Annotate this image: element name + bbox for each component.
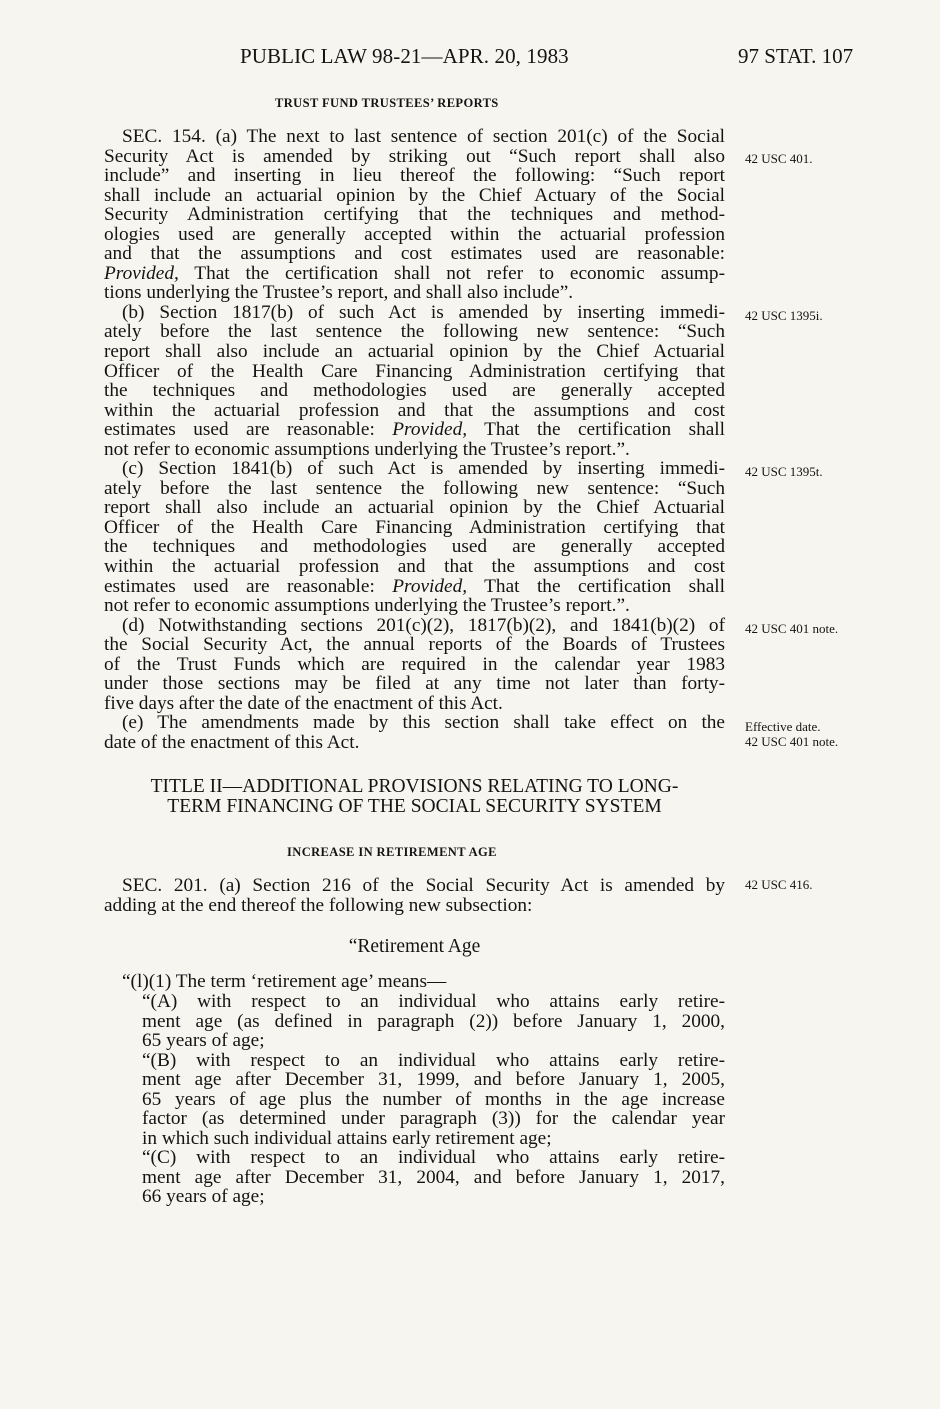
emphasis-text: Provided, (392, 575, 468, 597)
margin-note: 42 USC 1395t. (745, 464, 823, 479)
margin-note: 42 USC 416. (745, 877, 813, 892)
text-line: ment age after December 31, 2004, and before January 1, 2017, (142, 1166, 725, 1188)
emphasis-text: Provided, (104, 262, 179, 284)
text-line: five days after the date of the enactment of this Act. (104, 692, 503, 714)
text-line: (e) The amendments made by this section shall take effect on the (122, 712, 725, 734)
text-line: tions underlying the Trustee’s report, and shall also include”. (104, 282, 574, 304)
running-head: PUBLIC LAW 98-21—APR. 20, 1983 (240, 44, 569, 68)
text-line: Security Administration certifying that the techniques and method- (104, 204, 725, 226)
text-line: within the actuarial profession and that the assumptions and cost (104, 399, 725, 421)
text-line: date of the enactment of this Act. (104, 731, 360, 753)
text-line: ologies used are generally accepted within the actuarial profession (104, 223, 725, 245)
text-line: not refer to economic assumptions underlying the Trustee’s report.”. (104, 595, 630, 617)
margin-note: 42 USC 1395i. (745, 308, 823, 323)
text-line: not refer to economic assumptions underlying the Trustee’s report.”. (104, 438, 630, 460)
text-line: Provided, That the certification shall not refer to economic assump- (104, 262, 725, 284)
text-line: Security Act is amended by striking out “Such report shall also (104, 145, 725, 167)
text-line: 66 years of age; (142, 1186, 265, 1208)
page-number: 97 STAT. 107 (738, 44, 854, 68)
margin-note: 42 USC 401 note. (745, 621, 839, 636)
text-line: report shall also include an actuarial opinion by the Chief Actuarial (104, 341, 725, 363)
text-line: ment age (as defined in paragraph (2)) before January 1, 2000, (142, 1010, 725, 1032)
subsection-heading: “Retirement Age (348, 936, 481, 957)
text-line: ment age after December 31, 1999, and before January 1, 2005, (142, 1069, 725, 1091)
section-201-body (104, 876, 725, 915)
text-line: (c) Section 1841(b) of such Act is amended by inserting immedi- (122, 458, 725, 480)
text-line: ately before the last sentence the following new sentence: “Such (104, 477, 725, 499)
text-line: estimates used are reasonable: Provided, That the certification shall (104, 575, 725, 597)
section-154-body (104, 127, 725, 753)
text-line: factor (as determined under paragraph (3)) for the calendar year (142, 1108, 725, 1130)
text-line: of the Trust Funds which are required in the calendar year 1983 (104, 653, 725, 675)
text-line: SEC. 154. (a) The next to last sentence of section 201(c) of the Social (122, 126, 725, 147)
title-heading-line: TITLE II—ADDITIONAL PROVISIONS RELATING TO LONG- (150, 776, 679, 797)
emphasis-text: Provided, (392, 419, 468, 441)
text-line: “(A) with respect to an individual who attains early retire- (142, 991, 725, 1012)
text-line: include” and inserting in lieu thereof the following: “Such report (104, 165, 725, 187)
text-line: “(C) with respect to an individual who attains early retire- (142, 1147, 725, 1169)
text-line: within the actuarial profession and that the assumptions and cost (104, 556, 725, 578)
text-line: report shall also include an actuarial opinion by the Chief Actuarial (104, 497, 725, 519)
text-line: shall include an actuarial opinion by the Chief Actuary of the Social (104, 184, 725, 206)
retirement-age-definition (104, 972, 725, 992)
text-line: “(B) with respect to an individual who attains early retire- (142, 1049, 725, 1071)
title-heading (104, 777, 725, 817)
text-line: the techniques and methodologies used are generally accepted (104, 380, 725, 402)
section-heading-retirement-age: INCREASE IN RETIREMENT AGE (287, 845, 497, 859)
retirement-age-clauses (104, 992, 725, 1207)
text-line: 65 years of age; (142, 1030, 265, 1052)
text-line: the techniques and methodologies used are generally accepted (104, 536, 725, 558)
text-line: (d) Notwithstanding sections 201(c)(2), 1817(b)(2), and 1841(b)(2) of (122, 614, 725, 636)
section-heading-trust-fund: TRUST FUND TRUSTEES’ REPORTS (275, 96, 499, 110)
text-line: the Social Security Act, the annual reports of the Boards of Trustees (104, 634, 725, 656)
text-line: ately before the last sentence the following new sentence: “Such (104, 321, 725, 343)
text-line: “(l)(1) The term ‘retirement age’ means— (122, 971, 447, 992)
text-line: adding at the end thereof the following new subsection: (104, 894, 533, 916)
text-line: Officer of the Health Care Financing Administration certifying that (104, 516, 725, 538)
text-line: SEC. 201. (a) Section 216 of the Social Security Act is amended by (122, 875, 725, 896)
title-heading-line: TERM FINANCING OF THE SOCIAL SECURITY SYSTEM (167, 796, 662, 817)
text-line: estimates used are reasonable: Provided, That the certification shall (104, 419, 725, 441)
text-line: (b) Section 1817(b) of such Act is amended by inserting immedi- (122, 301, 725, 323)
text-line: under those sections may be filed at any time not later than forty- (104, 673, 725, 695)
text-line: Officer of the Health Care Financing Administration certifying that (104, 360, 725, 382)
text-line: and that the assumptions and cost estimates used are reasonable: (104, 243, 725, 265)
text-line: 65 years of age plus the number of months in the age increase (142, 1088, 725, 1110)
margin-note: 42 USC 401 note. (745, 734, 839, 749)
text-line: in which such individual attains early retirement age; (142, 1127, 552, 1149)
margin-note: 42 USC 401. (745, 151, 813, 166)
margin-note: Effective date. (745, 719, 821, 734)
